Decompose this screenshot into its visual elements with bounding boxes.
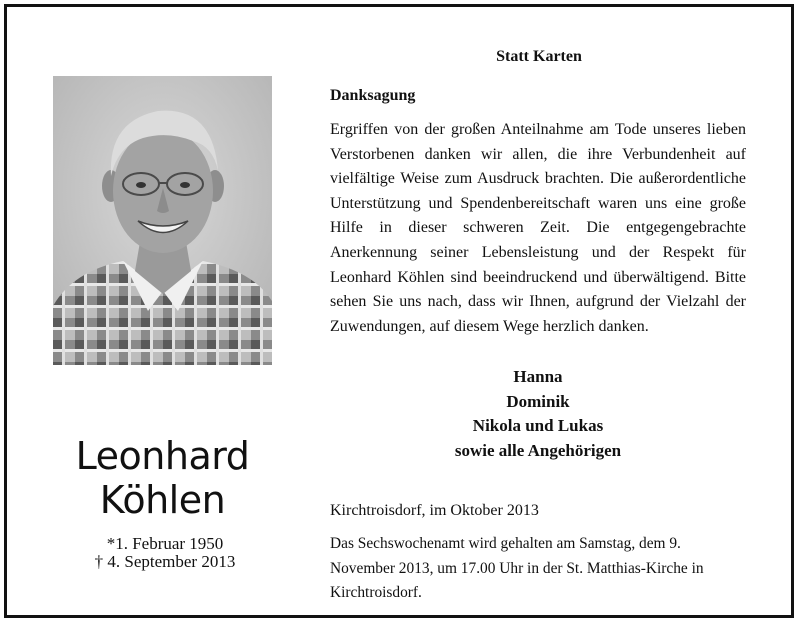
birth-date: *1. Februar 1950 [106,534,224,553]
deceased-first-name: Leonhard [75,434,250,478]
signers-list [330,365,746,463]
signer-name: Nikola und Lukas [472,416,604,435]
header-statt-karten: Statt Karten [496,48,582,65]
signer-name: Dominik [506,391,570,411]
thanks-text: Ergriffen von der großen Anteilnahme am Tode unseres lieben Verstorbenen danken wir allen, die ihre Verbundenheit auf vielfältige Weise zum Ausdruck brachten. Die außerordentliche Unterstützung und Spendenbereitschaft waren uns eine große Hilfe in dieser schweren Zeit. Die entgegengebrachte Anerkennung seiner Lebensleistung und der Respekt für Leonhard Köhlen sind beeindruckend und überwältigend. Bitte sehen Sie uns nach, dass wir Ihnen, aufgrund der Vielzahl der Zuwendungen, auf diesem Wege herzlich danken. [330,121,746,335]
signer-name: sowie alle Angehörigen [454,440,622,460]
portrait-image [53,76,272,365]
portrait-photo [53,76,272,365]
deceased-last-name: Köhlen [99,478,226,522]
place-date: Kirchtroisdorf, im Oktober 2013 [330,502,539,519]
signer-name: Hanna [513,367,563,386]
mass-notice: Das Sechswochenamt wird gehalten am Samstag, dem 9. November 2013, um 17.00 Uhr in der St. Matthias-Kirche in Kirchtroisdorf. [330,535,704,601]
notice-title: Danksagung [330,87,416,104]
death-date: † 4. September 2013 [94,552,236,571]
